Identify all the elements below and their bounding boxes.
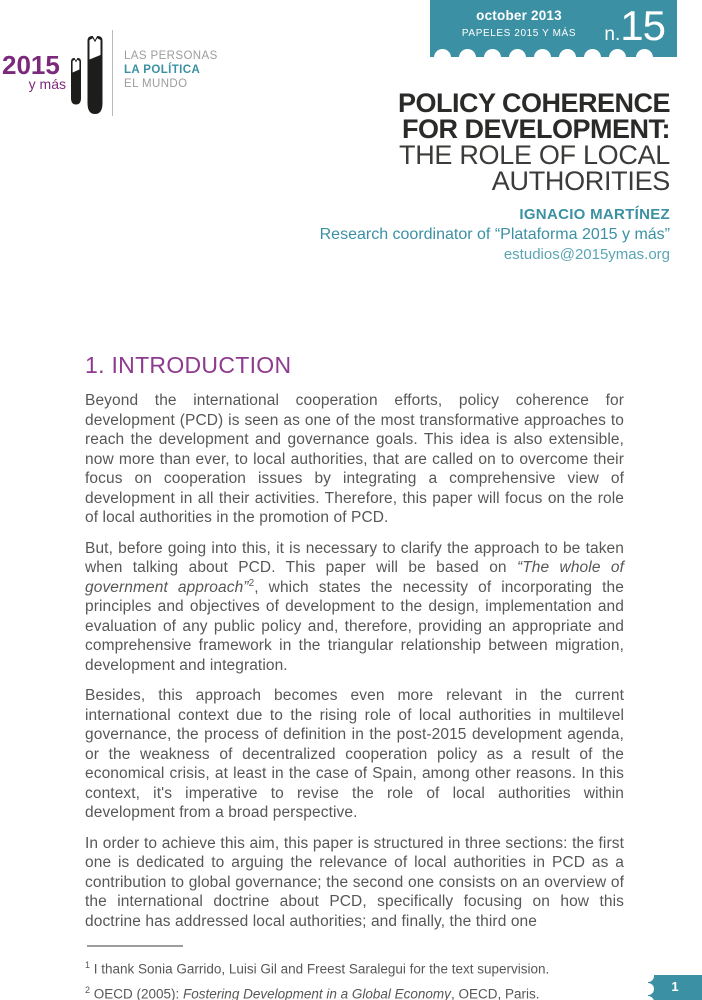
footnote-2-text: OECD (2005): (90, 986, 184, 1000)
document-title (398, 90, 670, 194)
issue-number-prefix: n. (604, 24, 621, 45)
brand-tagline (124, 49, 218, 91)
author-email-link[interactable]: estudios@2015ymas.org (503, 246, 670, 263)
issue-series: PAPELES 2015 Y MÁS (461, 28, 577, 39)
paragraph-2 (85, 539, 624, 676)
footnote-separator (87, 945, 183, 947)
scallop-dot-icon (534, 49, 551, 66)
scallop-dot-icon (559, 49, 576, 66)
footnote-2-title: Fostering Development in a Global Economy (183, 986, 451, 1000)
issue-header (430, 0, 677, 57)
author-role: Research coordinator of “Plataforma 2015 y más” (319, 226, 670, 243)
marker-pen-icon (69, 55, 83, 107)
issue-meta (430, 0, 608, 39)
footnotes (85, 945, 624, 1000)
paragraph-3: Besides, this approach becomes even more relevant in the current international context due to the rising role of local authorities in multilevel governance, the process of definition in the post-2015 development agenda, or the weakness of decentralized cooperation policy as a result of the economical crisis, at least in the case of Spain, among other reasons. In this context, it's imperative to revise the role of local authorities within development from a broad perspective. (85, 687, 624, 821)
scallop-dot-icon (484, 49, 501, 66)
paragraph-1: Beyond the international cooperation efforts, policy coherence for development (PCD) is seen as one of the most transformative approaches to reach the development and governance goals. This idea is also extensible, now more than ever, to local authorities, that are called on to overcome their focus on cooperation issues by integrating a comprehensive view of development in all their activities. Therefore, this paper will focus on the role of local authorities in the promotion of PCD. (85, 392, 624, 526)
tagline-la-politica: LA POLÍTICA (124, 64, 201, 76)
page-number: 1 (671, 979, 679, 994)
footnote-2-marker: 2 (85, 984, 91, 995)
paragraph-2-text: , which states the necessity of incorporating the principles and objectives of development to the design, implementation and evaluation of any public policy and, therefore, providing an appropriate and comprehensive framework in the triangular relationship between migration, development and integration. (85, 578, 624, 674)
scallop-dot-icon (609, 49, 626, 66)
logo-sub-text: y más (28, 76, 66, 92)
issue-number-value: 15 (620, 2, 665, 49)
paragraph-2-text: But, before going into this, it is necessary to clarify the approach to be taken when talking about PCD. This paper will be based on (85, 539, 624, 576)
main-content (85, 352, 624, 1000)
logo-year-text: 2015 (2, 50, 60, 80)
logo-divider (112, 30, 113, 116)
footnote-1-text: I thank Sonia Garrido, Luisi Gil and Freest Saralegui for the text supervision. (90, 961, 550, 977)
paragraph-4: In order to achieve this aim, this paper is structured in three sections: the first one is dedicated to arguing the relevance of local authorities in PCD as a contribution to global governance; the second one consists on an overview of the international doctrine about PCD, specifically focusing on how this doctrine has addressed local authorities; and finally, the third one (85, 834, 624, 930)
section-heading: 1. INTRODUCTION (85, 352, 292, 378)
scallop-dot-icon (434, 49, 451, 66)
page-number-tab (648, 975, 702, 1000)
footnote-2-text: , OECD, Paris. (450, 986, 540, 1000)
scallop-dot-icon (459, 49, 476, 66)
scallop-dot-icon (509, 49, 526, 66)
footnote-1-marker: 1 (85, 960, 91, 970)
issue-number (604, 2, 665, 50)
title-line-1: POLICY COHERENCE (397, 88, 670, 118)
notch-dot-icon (642, 996, 654, 1000)
tagline-el-mundo: EL MUNDO (124, 78, 188, 90)
scallop-dot-icon (636, 49, 653, 66)
footnote-ref-2[interactable]: 2 (248, 577, 255, 589)
issue-date: october 2013 (476, 8, 562, 23)
title-line-3: THE ROLE OF LOCAL (399, 140, 670, 170)
tagline-las-personas: LAS PERSONAS (124, 50, 218, 62)
marker-pen-icon (85, 33, 105, 117)
author-block (320, 205, 670, 265)
author-name: IGNACIO MARTÍNEZ (519, 206, 670, 223)
paragraph-2-italic: “The whole of government approach” (85, 559, 624, 596)
footnote-1 (85, 955, 624, 980)
title-line-4: AUTHORITIES (491, 166, 670, 196)
title-line-2: FOR DEVELOPMENT: (401, 114, 670, 144)
footnote-2 (85, 980, 624, 1000)
scallop-dot-icon (584, 49, 601, 66)
